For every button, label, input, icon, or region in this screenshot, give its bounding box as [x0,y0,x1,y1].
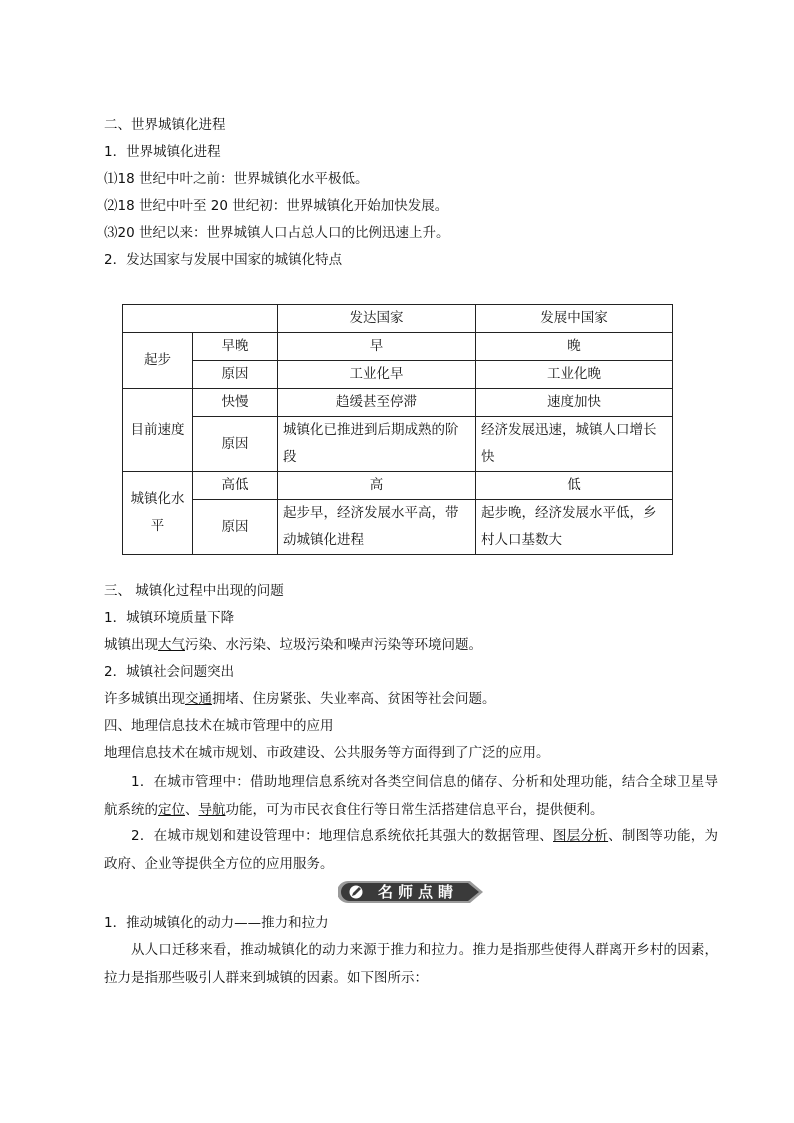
developed-cell: 城镇化已推进到后期成熟的阶段 [278,417,476,472]
developing-cell: 速度加快 [476,389,673,417]
text-span: 拥堵、住房紧张、失业率高、贫困等社会问题。 [212,691,496,707]
badge-label: 名师点睛 [378,883,459,901]
developing-cell: 低 [476,472,673,500]
section-heading: 四、地理信息技术在城市管理中的应用 [104,718,334,734]
table-header-cell: 发展中国家 [476,305,673,333]
text-span: 1．在城市管理中：借助地理信息系统对各类空间信息的储存、分析和处理功能，结合全球卫星导航系统的 [104,774,718,818]
developed-cell: 早 [278,333,476,361]
subheading: 1．推动城镇化的动力——推力和拉力 [104,915,329,931]
table-row [123,389,673,417]
developed-cell: 起步早，经济发展水平高，带动城镇化进程 [278,500,476,555]
section-heading: 三、 城镇化过程中出现的问题 [104,583,284,599]
text-span: 许多城镇出现 [104,691,185,707]
table-row [123,333,673,361]
paragraph: 从人口迁移来看，推动城镇化的动力来源于推力和拉力。推力是指那些使得人群离开乡村的因素，拉力是指那些吸引人群来到城镇的因素。如下图所示： [104,942,718,986]
underlined-term: 导航 [198,802,226,818]
developed-cell: 高 [278,472,476,500]
section-heading: 二、世界城镇化进程 [104,117,226,133]
paragraph [104,822,718,878]
group-label: 起步 [123,333,193,389]
text-span: 污染、水污染、垃圾污染和噪声污染等环境问题。 [185,637,482,653]
subheading: 2．城镇社会问题突出 [104,664,235,680]
list-item: ⑵18 世纪中叶至 20 世纪初：世界城镇化开始加快发展。 [104,198,449,214]
text-span: 功能，可为市民衣食住行等日常生活搭建信息平台，提供便利。 [225,802,604,818]
subheading: 2．发达国家与发展中国家的城镇化特点 [104,252,343,268]
text-span: 城镇出现 [104,637,158,653]
body-text [104,635,482,655]
underlined-term: 定位 [158,802,185,818]
text-span: 、 [185,802,199,818]
table-row [123,472,673,500]
developing-cell: 工业化晚 [476,361,673,389]
group-label: 目前速度 [123,389,193,472]
body-text [104,689,496,709]
tip-badge [338,880,484,904]
pen-icon [349,885,363,899]
table-row [123,417,673,472]
comparison-table [122,304,673,555]
aspect-cell: 原因 [193,361,278,389]
developed-cell: 趋缓甚至停滞 [278,389,476,417]
group-label: 城镇化水平 [123,472,193,555]
developing-cell: 起步晚，经济发展水平低，乡村人口基数大 [476,500,673,555]
table-header-cell [123,305,278,333]
table-row [123,500,673,555]
aspect-cell: 早晚 [193,333,278,361]
aspect-cell: 快慢 [193,389,278,417]
underlined-term: 大气 [158,637,185,653]
text-span: 2．在城市规划和建设管理中：地理信息系统依托其强大的数据管理、 [131,828,554,844]
aspect-cell: 原因 [193,417,278,472]
subheading: 1．城镇环境质量下降 [104,610,235,626]
aspect-cell: 原因 [193,500,278,555]
text-span: 、制图等功能，为政府、企业等提供全方位的应用服务。 [104,828,719,872]
developing-cell: 晚 [476,333,673,361]
list-item: ⑶20 世纪以来：世界城镇人口占总人口的比例迅速上升。 [104,225,450,241]
aspect-cell: 高低 [193,472,278,500]
developing-cell: 经济发展迅速，城镇人口增长快 [476,417,673,472]
subheading: 1．世界城镇化进程 [104,144,221,160]
underlined-term: 交通 [185,691,212,707]
table-header-row [123,305,673,333]
underlined-term: 图层分析 [553,828,609,844]
table-row [123,361,673,389]
body-text: 地理信息技术在城市规划、市政建设、公共服务等方面得到了广泛的应用。 [104,745,550,761]
paragraph [104,768,718,824]
developed-cell: 工业化早 [278,361,476,389]
table-header-cell: 发达国家 [278,305,476,333]
list-item: ⑴18 世纪中叶之前：世界城镇化水平极低。 [104,171,369,187]
